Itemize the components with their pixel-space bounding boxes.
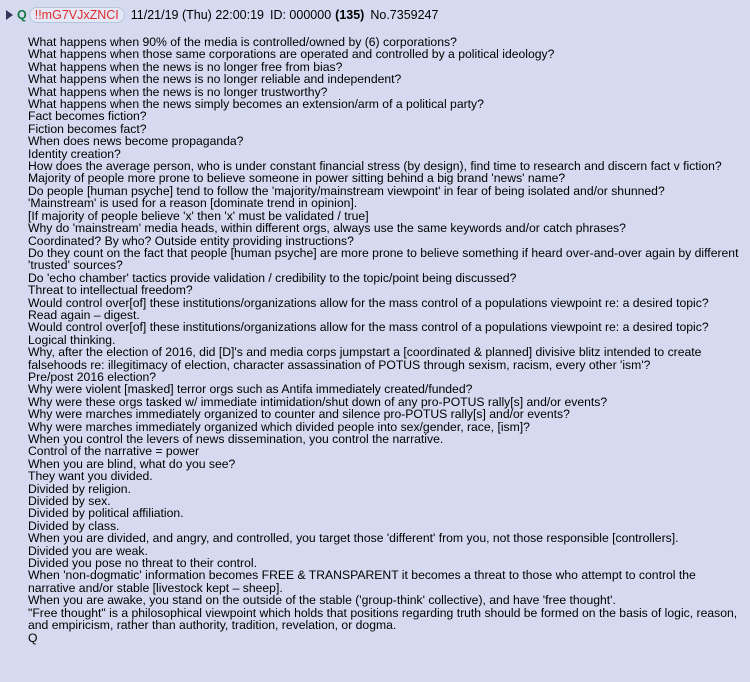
post-header <box>6 6 744 24</box>
post-line: When you are blind, what do you see? <box>28 456 236 471</box>
poster-id: ID: 000000 <box>269 8 332 22</box>
post-line: Fiction becomes fact? <box>28 121 147 136</box>
post-line: When 'non-dogmatic' information becomes FREE & TRANSPARENT it becomes a threat to those who attempt to control the narrative and/or stable [livestock kept – sheep]. <box>28 568 700 595</box>
post-line: What happens when the news simply becomes an extension/arm of a political party? <box>28 97 484 112</box>
post-number-link[interactable]: No.7359247 <box>370 8 439 22</box>
post-line: When you control the levers of news dissemination, you control the narrative. <box>28 432 444 446</box>
post-line: Threat to intellectual freedom? <box>28 283 193 298</box>
post-line: Do people [human psyche] tend to follow the 'majority/mainstream viewpoint' in fear of being isolated and/or shunned? <box>28 183 665 198</box>
post-line: Why, after the election of 2016, did [D]'s and media corps jumpstart a [coordinated & planned] divisive blitz intended to create falsehoods re: illegitimacy of election, character assassination of POTUS through sexism, racism, every other 'ism'? <box>28 345 705 372</box>
post-line: When you are divided, and angry, and controlled, you target those 'different' from you, not those responsible [controllers]. <box>28 531 679 546</box>
post-line: [If majority of people believe 'x' then 'x' must be validated / true] <box>28 208 369 223</box>
post-line: What happens when 90% of the media is controlled/owned by (6) corporations? <box>28 35 457 49</box>
post-line: What happens when those same corporations are operated and controlled by a political ideology? <box>28 47 555 62</box>
post-line: What happens when the news is no longer free from bias? <box>28 59 343 74</box>
post-line: Q <box>28 630 38 645</box>
post-line: Divided you are weak. <box>28 543 148 558</box>
post-line: Why were marches immediately organized which divided people into sex/gender, race, [ism]? <box>28 419 530 434</box>
post-line: Would control over[of] these institutions/organizations allow for the mass control of a populations viewpoint re: a desired topic? <box>28 320 709 335</box>
post-line: Divided by religion. <box>28 481 131 496</box>
post-datetime: 11/21/19 (Thu) 22:00:19 <box>130 8 264 22</box>
expand-arrow-icon[interactable] <box>6 10 13 20</box>
post-line: What happens when the news is no longer reliable and independent? <box>28 72 402 87</box>
post-line: Coordinated? By who? Outside entity providing instructions? <box>28 233 354 248</box>
post-line: Why were marches immediately organized to counter and silence pro-POTUS rally[s] and/or events? <box>28 407 570 422</box>
post-line: Identity creation? <box>28 146 121 161</box>
post-body <box>28 36 744 644</box>
post-line: Divided by sex. <box>28 494 111 509</box>
post-line: Logical thinking. <box>28 332 116 347</box>
post-line: Why were these orgs tasked w/ immediate intimidation/shut down of any pro-POTUS rally[s] and/or events? <box>28 394 608 409</box>
post-line: Majority of people more prone to believe someone in power sitting behind a big brand 'news' name? <box>28 171 566 186</box>
post-line: Do 'echo chamber' tactics provide validation / credibility to the topic/point being discussed? <box>28 270 517 285</box>
post-line: Divided by political affiliation. <box>28 506 184 521</box>
post-line: Why do 'mainstream' media heads, within different orgs, always use the same keywords and/or catch phrases? <box>28 221 626 236</box>
post-line: Why were violent [masked] terror orgs such as Antifa immediately created/funded? <box>28 382 473 397</box>
post-line: Fact becomes fiction? <box>28 109 147 124</box>
reply-count[interactable]: (135) <box>335 8 365 22</box>
post-line: When you are awake, you stand on the outside of the stable ('group-think' collective), and have 'free thought'. <box>28 593 616 608</box>
post-line: Control of the narrative = power <box>28 444 200 459</box>
post-line: 'Mainstream' is used for a reason [dominate trend in opinion]. <box>28 196 358 211</box>
post-line: Would control over[of] these institutions/organizations allow for the mass control of a populations viewpoint re: a desired topic? <box>28 295 709 310</box>
post-line: Pre/post 2016 election? <box>28 369 157 384</box>
post-line: Read again – digest. <box>28 307 140 322</box>
post-line: Divided you pose no threat to their control. <box>28 556 257 571</box>
post-line: How does the average person, who is under constant financial stress (by design), find time to research and discern fact v fiction? <box>28 159 722 174</box>
post-line: They want you divided. <box>28 469 153 484</box>
poster-name: Q <box>17 8 27 22</box>
post-line: What happens when the news is no longer trustworthy? <box>28 84 328 99</box>
post-line: Divided by class. <box>28 518 120 533</box>
tripcode-badge: !!mG7VJxZNCI <box>29 7 125 23</box>
post-line: "Free thought" is a philosophical viewpoint which holds that positions regarding truth should be formed on the basis of logic, reason, and empiricism, rather than authority, tradition, revelation, or dogma. <box>28 605 741 633</box>
post-line: Do they count on the fact that people [human psyche] are more prone to believe something if heard over-and-over again by different 'trusted' sources? <box>28 245 742 273</box>
post-line: When does news become propaganda? <box>28 134 244 149</box>
